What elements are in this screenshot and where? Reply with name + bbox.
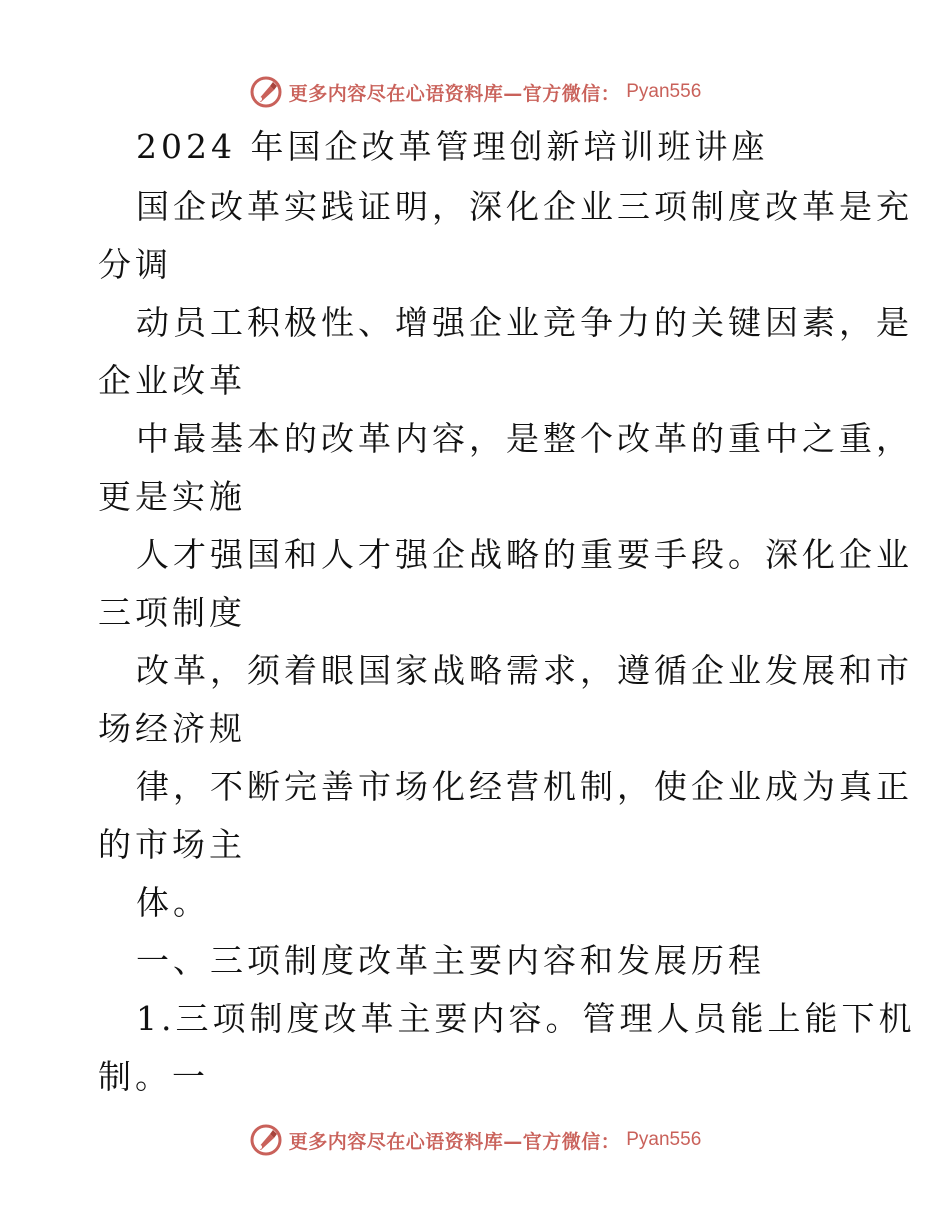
paragraph-line: 国企改革实践证明，深化企业三项制度改革是充 [136, 187, 913, 226]
paragraph-line: 更是实施 [98, 477, 246, 516]
paragraph-line: 动员工积极性、增强企业竞争力的关键因素，是 [136, 303, 913, 342]
watermark-text: 更多内容尽在心语资料库—官方微信： [288, 1130, 621, 1153]
pen-nib-logo-icon [249, 75, 283, 109]
paragraph-line: 的市场主 [98, 825, 246, 864]
paragraph-line: 制。一 [98, 1057, 209, 1096]
paragraph-line: 体。 [136, 883, 210, 922]
paragraph-line: 分调 [98, 245, 172, 284]
paragraph-line: 1.三项制度改革主要内容。管理人员能上能下机 [136, 999, 916, 1038]
paragraph-line: 中最基本的改革内容，是整个改革的重中之重， [136, 419, 913, 458]
document-body [98, 118, 916, 1106]
footer-watermark [0, 1120, 950, 1160]
document-title: 2024 年国企改革管理创新培训班讲座 [136, 127, 769, 166]
watermark-text: 更多内容尽在心语资料库—官方微信： [288, 82, 621, 105]
paragraph-line: 三项制度 [98, 593, 246, 632]
paragraph-line: 企业改革 [98, 361, 246, 400]
pen-nib-logo-icon [249, 1123, 283, 1157]
section-heading: 一、三项制度改革主要内容和发展历程 [136, 941, 765, 980]
paragraph-line: 场经济规 [98, 709, 246, 748]
watermark-wechat-id: Pyan556 [626, 1129, 702, 1150]
header-watermark [0, 72, 950, 112]
paragraph-line: 人才强国和人才强企战略的重要手段。深化企业 [136, 535, 913, 574]
paragraph-line: 律，不断完善市场化经营机制，使企业成为真正 [136, 767, 913, 806]
watermark-wechat-id: Pyan556 [626, 81, 702, 102]
paragraph-line: 改革，须着眼国家战略需求，遵循企业发展和市 [136, 651, 913, 690]
